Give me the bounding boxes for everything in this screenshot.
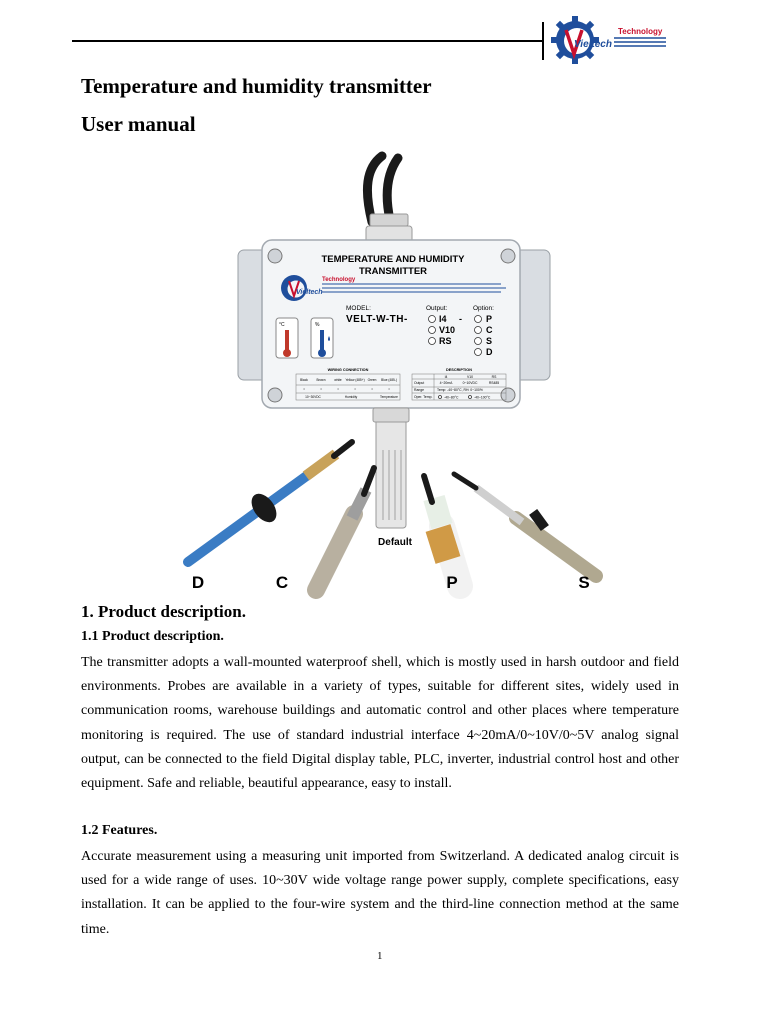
subsection-heading: 1.1 Product description. [81,629,224,644]
option-radio-icon [475,316,482,323]
probe-s [454,474,596,576]
wiring-dot: • [354,387,356,391]
section-heading: 1. Product description. [81,602,246,621]
wiring-header: Brown [316,378,326,382]
output-radio-icon [429,316,436,323]
wiring-dot: • [337,387,339,391]
model-label: MODEL: [346,305,371,312]
features-paragraph: Accurate measurement using a measuring unit imported from Switzerland. A dedicated analog circuit is used for a wide range of uses. 10~30V wide voltage range power supply, complete specifications, easy installation. It can be applied to the four-wire system and the third-line connection method at the same time. [81,849,679,937]
description-title: DESCRIPTION [446,368,472,372]
thermometer-icon [285,330,289,350]
output-radio-icon [429,338,436,345]
output-option-i4: I4 [439,314,447,324]
wiring-header: Blue (485-) [381,378,397,382]
wiring-dot: • [303,387,305,391]
device-logo-wordmark: Vieltech [296,289,323,296]
output-radio-icon [429,327,436,334]
description-output-value: 4~20mA [439,381,453,385]
product-figure [176,150,626,600]
wiring-title: WIRING CONNECTION [327,368,369,372]
oper-temp-value: -40~80°C [444,395,459,400]
description-col-header: I4 [444,375,448,379]
model-dash: - [459,314,462,324]
model-value: VELT-W-TH- [346,314,408,325]
default-label: Default [378,537,412,548]
percent-unit: % [315,322,320,328]
description-output-value: RS485 [488,381,500,385]
document-title: Temperature and humidity transmitter [81,74,432,98]
brand-label: Technology [618,27,663,36]
product-description-paragraph: The transmitter adopts a wall-mounted waterproof shell, which is mostly used in harsh outdoor and field environments. Probes are available in a variety of types, suitable for different sites, widely used in communication rooms, warehouse buildings and automatic control and other places where temperature monitoring is required. The use of standard industrial interface 4~20mA/0~10V/0~5V analog signal output, can be connected to the field Digital display table, PLC, inverter, industrial control host and other equipment. Safe and reliable, beautiful appearance, easy to install. [81,655,679,792]
range-value: Temp: -40~80°C, RH: 0~100% [437,388,483,392]
probe-d [188,442,352,562]
option-p: P [486,314,493,324]
option-label: Option: [473,305,494,312]
description-output-value: 0~10VDC [462,381,478,385]
wiring-header: Green [367,378,377,382]
probe-label-c: C [275,573,289,592]
description-col-header: RS [491,375,497,379]
wiring-header: Yellow (485+) [345,378,365,382]
description-row-label: Output [414,381,425,385]
wiring-dot: • [371,387,373,391]
oper-radio-icon [439,396,442,399]
probe-label-d: D [191,573,205,592]
screw-icon [268,388,282,402]
wiring-dot: • [320,387,322,391]
page-number: 1 [377,950,383,962]
header-separator [542,22,544,60]
wiring-footer-cell: 10~30VDC [305,395,321,399]
output-label: Output: [426,305,448,312]
hygrometer-icon [320,330,324,350]
document-subtitle: User manual [81,112,196,136]
output-option-v10: V10 [439,325,456,335]
wiring-dot: • [388,387,390,391]
logo-wordmark: Vieltech [574,39,612,50]
header-rule [72,40,542,42]
probe-p [424,476,460,586]
celsius-unit: °C [279,322,285,328]
option-radio-icon [475,327,482,334]
screw-icon [268,249,282,263]
screw-icon [501,249,515,263]
device-brand: Technology [322,277,356,283]
cable [367,156,398,222]
probe-label-s: S [578,573,590,592]
wiring-footer-cell: Humidity [344,395,358,399]
subsection-heading: 1.2 Features. [81,823,158,838]
option-radio-icon [475,349,482,356]
gear-logo-icon [548,14,614,68]
wiring-header: Black [300,378,308,382]
description-row-label: Oper. Temp. [414,395,433,399]
output-option-rs: RS [439,336,452,346]
oper-radio-icon [469,396,472,399]
device-title-line2: TRANSMITTER [358,266,428,277]
oper-temp-value: -40~100°C [474,395,491,400]
wiring-header: white [334,378,342,382]
probe-c [316,468,374,590]
description-row-label: Range [414,388,424,392]
probe-label-p: P [446,573,458,592]
device-title-line1: TEMPERATURE AND HUMIDITY [321,254,465,265]
option-c: C [486,325,493,335]
wiring-footer-cell: Temperature [380,395,398,399]
option-radio-icon [475,338,482,345]
option-d: D [486,347,493,357]
description-col-header: V10 [466,375,474,379]
option-s: S [486,336,493,346]
